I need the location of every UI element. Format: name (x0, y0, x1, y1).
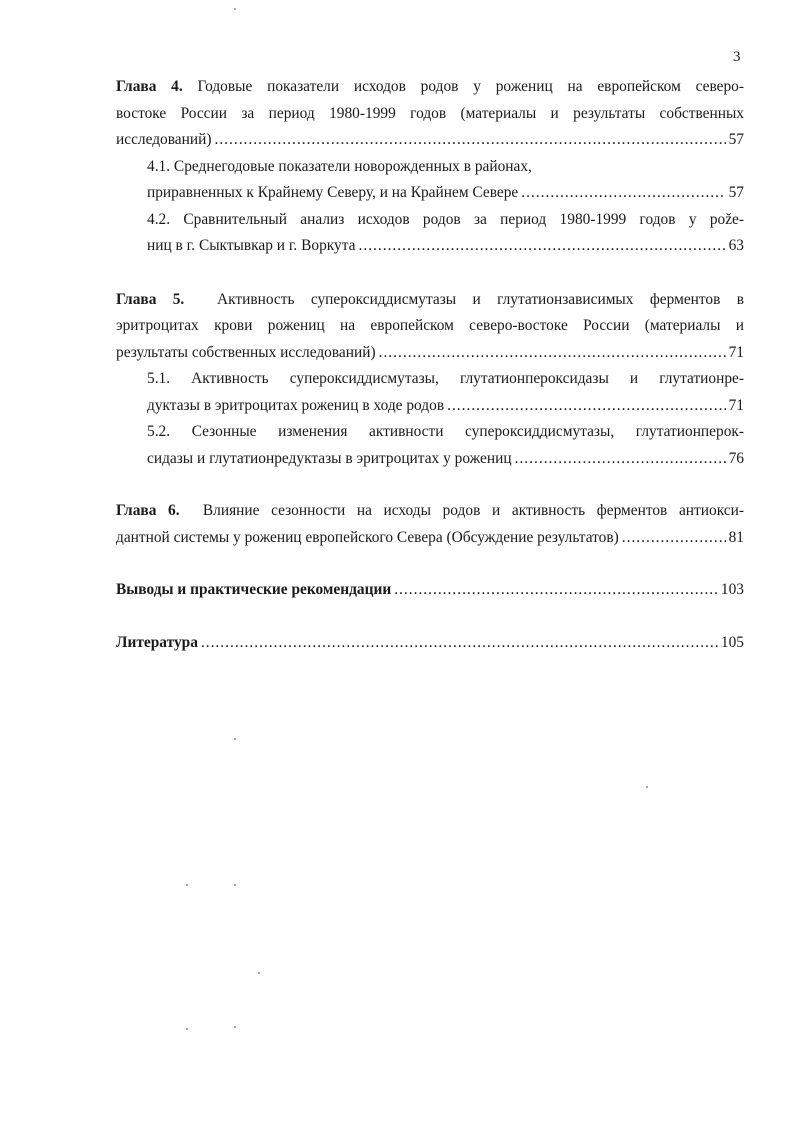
scan-speck (234, 884, 236, 886)
section-5-1-page: 71 (728, 396, 744, 414)
page-number: 3 (733, 49, 741, 65)
conclusions-page: 103 (720, 581, 744, 598)
toc-chapter-4 (116, 74, 744, 260)
chapter-6-page: 81 (728, 528, 744, 546)
toc-section-5-1-line-2 (116, 393, 744, 420)
toc-section-4-1-line-2 (116, 180, 744, 207)
dot-leader (379, 340, 726, 367)
dot-leader (214, 127, 725, 154)
toc-chapter-6-line-2 (116, 525, 744, 552)
section-5-2-page: 76 (728, 449, 744, 467)
chapter-5-title-part-3: результаты собственных исследований) (116, 343, 376, 361)
chapter-4-page: 57 (728, 131, 744, 148)
scan-speck (258, 972, 260, 974)
dot-leader (622, 525, 726, 552)
toc-section-5-2-line-2 (116, 446, 744, 473)
chapter-6-title-part-2: дантной системы у рожениц европейского Севера (Обсуждение результатов) (116, 528, 619, 546)
chapter-4-title-part-3: исследований) (116, 131, 212, 148)
toc-chapter-6-line-1 (116, 498, 744, 525)
section-4-1-title-part-1: 4.1. Среднегодовые показатели новорожденных в районах, (147, 157, 532, 175)
chapter-6-title-part-1: Влияние сезонности на исходы родов и активность ферментов антиокси- (202, 502, 744, 519)
toc-chapter-5-line-3 (116, 340, 744, 367)
section-5-1-title-part-2: дуктазы в эритроцитах рожениц в ходе родов (147, 396, 445, 414)
section-4-2-page: 63 (728, 237, 744, 254)
toc-conclusions (116, 577, 744, 604)
conclusions-label: Выводы и практические рекомендации (116, 581, 392, 598)
chapter-6-label: Глава 6. (116, 502, 180, 519)
scan-speck (646, 786, 648, 788)
toc-literature (116, 630, 744, 657)
dot-leader (515, 446, 726, 473)
literature-page: 105 (720, 633, 744, 651)
scan-speck (186, 1028, 188, 1030)
scan-speck (234, 8, 236, 10)
section-4-1-page: 57 (728, 184, 744, 201)
toc-chapter-4-line-3 (116, 127, 744, 154)
section-4-1-title-part-2: приравненных к Крайнему Северу, и на Крайнем Севере (147, 184, 519, 201)
scan-speck (186, 884, 188, 886)
dot-leader (394, 577, 718, 604)
section-5-2-title-part-1: 5.2. Сезонные изменения активности супероксиддисмутазы, глутатионперок- (147, 423, 744, 440)
chapter-4-title-part-1: Годовые показатели исходов родов у рожениц на европейском северо- (197, 78, 744, 95)
section-5-2-title-part-2: сидазы и глутатионредуктазы в эритроцитах у рожениц (147, 449, 512, 467)
toc-chapter-6 (116, 498, 744, 551)
section-5-1-title-part-1: 5.1. Активность супероксиддисмутазы, глутатионпероксидазы и глутатионре- (147, 370, 744, 387)
table-of-contents (116, 74, 744, 656)
chapter-5-page: 71 (728, 343, 744, 361)
chapter-5-title-part-1: Активность супероксиддисмутазы и глутатионзависимых ферментов в (217, 290, 744, 308)
chapter-5-title-part-2: эритроцитах крови рожениц на европейском северо-востоке России (материалы и (116, 317, 744, 334)
toc-chapter-5 (116, 287, 744, 473)
toc-section-4-2-line-2 (116, 233, 744, 260)
toc-chapter-4-line-1 (116, 74, 744, 101)
toc-chapter-5-line-1 (116, 287, 744, 314)
scan-speck (234, 1026, 236, 1028)
section-4-2-title-part-1: 4.2. Сравнительный анализ исходов родов за период 1980-1999 годов у рože- (147, 210, 744, 228)
dot-leader (359, 233, 726, 260)
chapter-5-label: Глава 5. (116, 290, 185, 308)
dot-leader (201, 630, 718, 657)
dot-leader (447, 393, 726, 420)
section-4-2-title-part-2: ниц в г. Сыктывкар и г. Воркута (147, 237, 356, 254)
chapter-4-title-part-2: востоке России за период 1980-1999 годов (материалы и результаты собственных (116, 104, 744, 122)
literature-label: Литература (116, 633, 198, 651)
chapter-4-label: Глава 4. (116, 78, 183, 95)
scan-speck (234, 738, 236, 740)
dot-leader (521, 180, 725, 207)
